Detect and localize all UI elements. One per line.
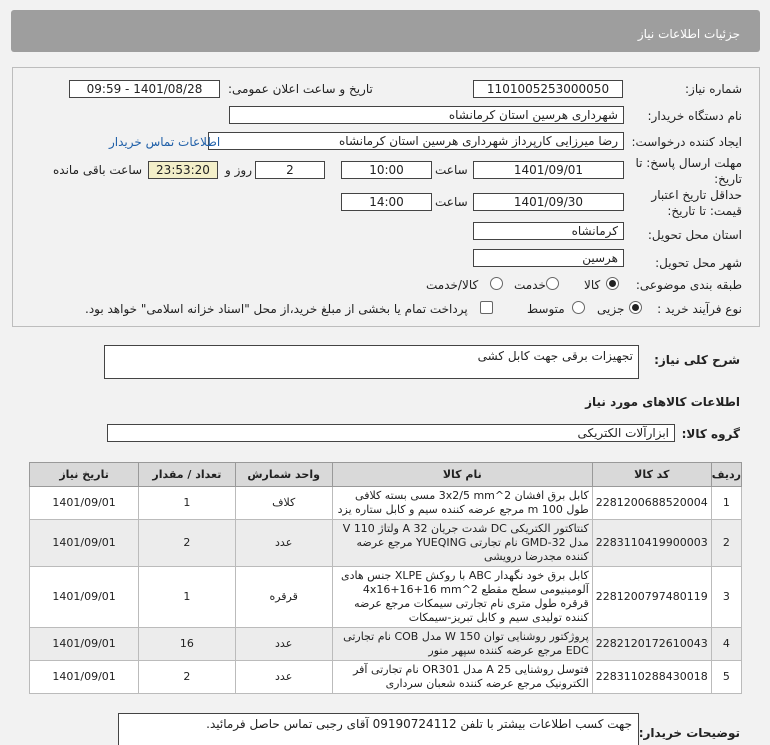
cell-code: 2282120172610043: [592, 628, 711, 661]
cell-unit: کلاف: [235, 487, 332, 520]
goods-group-label: گروه کالا:: [681, 427, 740, 441]
need-number-field[interactable]: 1101005253000050: [473, 80, 623, 98]
cell-unit: قرقره: [235, 567, 332, 628]
cell-unit: عدد: [235, 628, 332, 661]
table-row[interactable]: [30, 567, 742, 628]
city-field[interactable]: هرسین: [473, 249, 624, 267]
cell-date: 1401/09/01: [30, 487, 139, 520]
reply-date-field[interactable]: 1401/09/01: [473, 161, 624, 179]
remaining-time-field: 23:53:20: [148, 161, 218, 179]
cell-name: پروژکتور روشنایی توان 150 W مدل COB نام تجارتی EDC مرجع عرضه کننده سپهر منور: [332, 628, 592, 661]
category-service-radio[interactable]: [546, 277, 559, 290]
treasury-payment-checkbox[interactable]: [480, 301, 493, 314]
cell-date: 1401/09/01: [30, 520, 139, 567]
need-number-label: شماره نیاز:: [685, 82, 742, 96]
col-date: تاریخ نیاز: [30, 463, 139, 487]
cell-row: 3: [711, 567, 741, 628]
col-code: کد کالا: [592, 463, 711, 487]
cell-qty: 1: [139, 567, 235, 628]
table-row[interactable]: [30, 520, 742, 567]
goods-table: [29, 462, 742, 694]
cell-code: 2283110419900003: [592, 520, 711, 567]
cell-qty: 2: [139, 520, 235, 567]
page-header: [11, 10, 760, 52]
cell-code: 2283110288430018: [592, 661, 711, 694]
table-row[interactable]: [30, 487, 742, 520]
cell-date: 1401/09/01: [30, 661, 139, 694]
treasury-payment-text: پرداخت تمام یا بخشی از مبلغ خرید،از محل "اسناد خزانه اسلامی" خواهد بود.: [85, 302, 468, 316]
reply-time-label: ساعت: [435, 163, 468, 177]
summary-label: شرح کلی نیاز:: [654, 353, 740, 367]
cell-name: کابل برق خود نگهدار ABC با روکش XLPE جنس هادی آلومینیومی سطح مقطع 4x16+16+16 mm^2 قرقره طول متری نام تجارتی سیمکات مرجع عرضه کننده تولیدی سیم و کابل تبریز-سیمکات: [332, 567, 592, 628]
days-label: روز و: [225, 163, 252, 177]
category-goods-label: کالا: [584, 278, 601, 292]
category-goods-radio[interactable]: [606, 277, 619, 290]
remaining-label: ساعت باقی مانده: [53, 163, 143, 177]
cell-qty: 16: [139, 628, 235, 661]
requester-label: ایجاد کننده درخواست:: [631, 135, 742, 149]
category-label: طبقه بندی موضوعی:: [635, 278, 742, 292]
goods-group-field[interactable]: ابزارآلات الکتریکی: [107, 424, 675, 442]
buyer-org-label: نام دستگاه خریدار:: [647, 109, 742, 123]
cell-date: 1401/09/01: [30, 567, 139, 628]
process-medium-label: متوسط: [527, 302, 565, 316]
process-minor-radio[interactable]: [629, 301, 642, 314]
cell-name: کابل برق افشان 3x2/5 mm^2 مسی بسته کلافی طول 100 m مرجع عرضه کننده سیم و کابل ستاره یزد: [332, 487, 592, 520]
goods-info-label: اطلاعات کالاهای مورد نیاز: [585, 395, 740, 409]
buyer-notes-label: توضیحات خریدار:: [638, 726, 740, 740]
requester-field[interactable]: رضا میرزایی کارپرداز شهرداری هرسین استان کرمانشاه: [208, 132, 624, 150]
validity-time-field[interactable]: 14:00: [341, 193, 432, 211]
process-minor-label: جزیی: [597, 302, 625, 316]
validity-label: حداقل تاریخ اعتبار: [651, 188, 742, 202]
category-goods-service-radio[interactable]: [490, 277, 503, 290]
table-row[interactable]: [30, 628, 742, 661]
col-unit: واحد شمارش: [235, 463, 332, 487]
col-row: ردیف: [711, 463, 741, 487]
process-label: نوع فرآیند خرید :: [657, 302, 742, 316]
announce-field[interactable]: 1401/08/28 - 09:59: [69, 80, 220, 98]
process-medium-radio[interactable]: [572, 301, 585, 314]
cell-code: 2281200688520004: [592, 487, 711, 520]
cell-qty: 1: [139, 487, 235, 520]
announce-label: تاریخ و ساعت اعلان عمومی:: [228, 82, 373, 96]
goods-table-header: [30, 463, 742, 487]
cell-unit: عدد: [235, 520, 332, 567]
buyer-notes-field[interactable]: جهت کسب اطلاعات بیشتر با تلفن 09190724112 آقای رجبی تماس حاصل فرمائید.: [118, 713, 639, 745]
cell-date: 1401/09/01: [30, 628, 139, 661]
page-title: جزئیات اطلاعات نیاز: [637, 27, 740, 41]
table-row[interactable]: [30, 661, 742, 694]
category-service-label: خدمت: [514, 278, 546, 292]
cell-name: کنتاکتور الکتریکی DC شدت جریان 32 A ولتاژ 110 V مدل GMD-32 نام تجارتی YUEQING مرجع عرضه کننده مجدرضا درویشی: [332, 520, 592, 567]
validity-time-label: ساعت: [435, 195, 468, 209]
buyer-org-field[interactable]: شهرداری هرسین استان کرمانشاه: [229, 106, 624, 124]
col-name: نام کالا: [332, 463, 592, 487]
contact-info-link[interactable]: اطلاعات تماس خریدار: [109, 135, 221, 149]
summary-field[interactable]: تجهیزات برقی جهت کابل کشی: [104, 345, 639, 379]
cell-row: 4: [711, 628, 741, 661]
category-goods-service-label: کالا/خدمت: [426, 278, 479, 292]
validity-date-field[interactable]: 1401/09/30: [473, 193, 624, 211]
cell-name: فتوسل روشنایی 25 A مدل OR301 نام تجارتی آفر الکترونیک مرجع عرضه کننده شعبان سرداری: [332, 661, 592, 694]
reply-deadline-label: مهلت ارسال پاسخ: تا: [635, 156, 742, 170]
cell-unit: عدد: [235, 661, 332, 694]
days-field[interactable]: 2: [255, 161, 325, 179]
cell-qty: 2: [139, 661, 235, 694]
reply-time-field[interactable]: 10:00: [341, 161, 432, 179]
cell-row: 1: [711, 487, 741, 520]
province-label: استان محل تحویل:: [647, 228, 742, 242]
validity-date-label: قیمت: تا تاریخ:: [667, 204, 742, 218]
reply-deadline-date-label: تاریخ:: [714, 172, 742, 186]
cell-code: 2281200797480119: [592, 567, 711, 628]
cell-row: 5: [711, 661, 741, 694]
cell-row: 2: [711, 520, 741, 567]
col-qty: تعداد / مقدار: [139, 463, 235, 487]
city-label: شهر محل تحویل:: [655, 256, 742, 270]
province-field[interactable]: کرمانشاه: [473, 222, 624, 240]
